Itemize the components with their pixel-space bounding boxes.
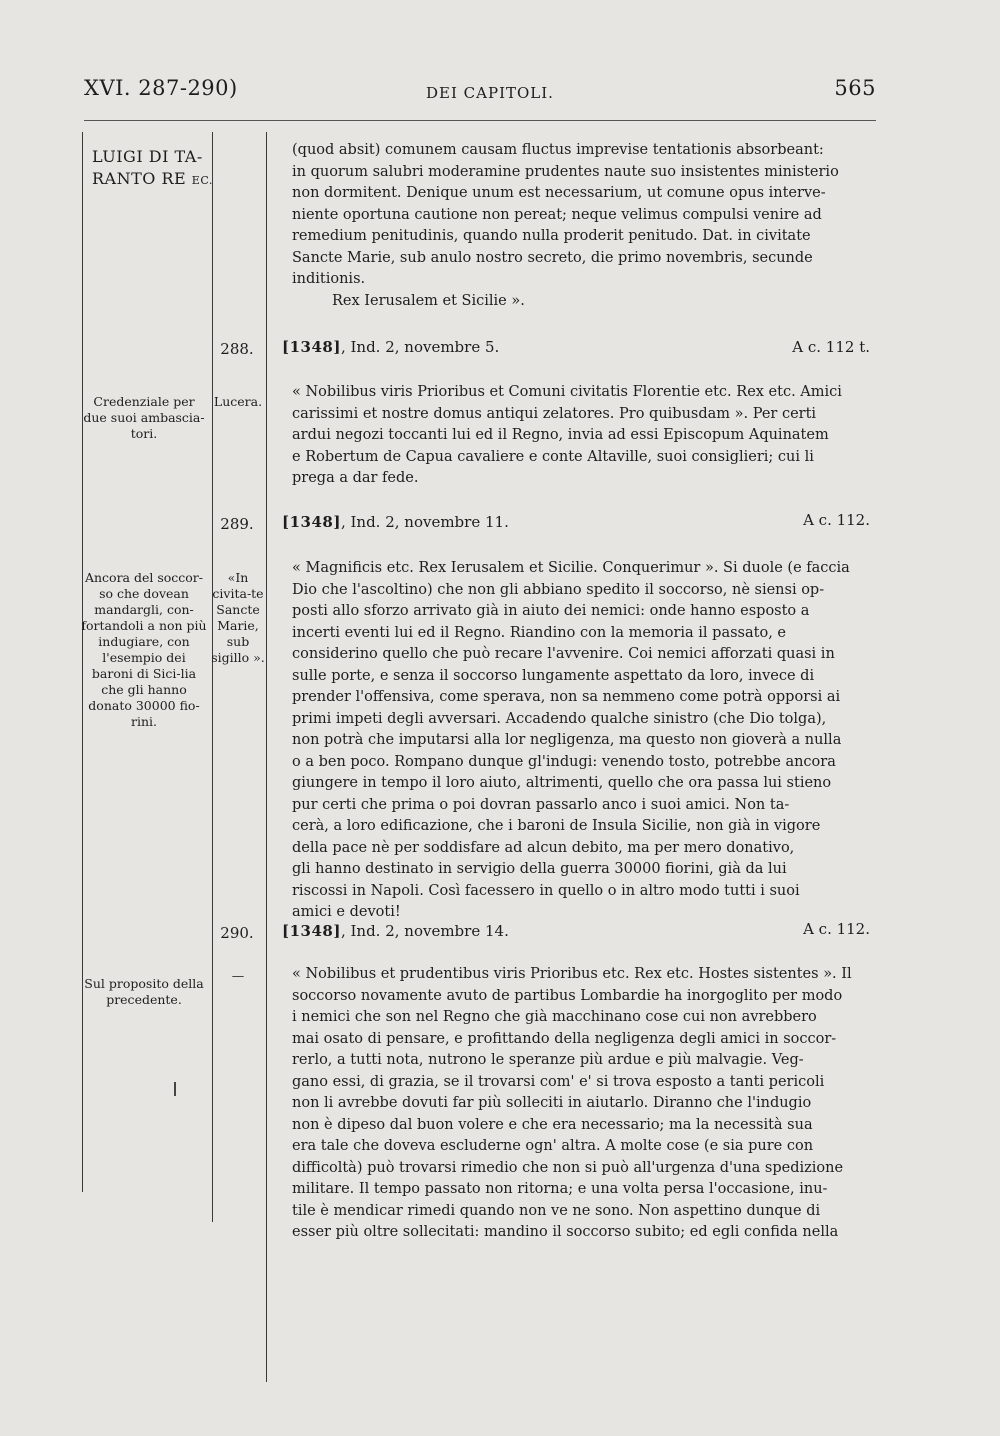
entry-place: — (231, 968, 245, 983)
column-rule-right (266, 132, 267, 1382)
entry-place: Lucera. (213, 394, 263, 409)
margin-head-line2: RANTO RE EC. (92, 169, 213, 188)
column-rule-middle (212, 132, 213, 1222)
entry-number: 289. (220, 515, 254, 533)
entry-number: 288. (220, 340, 254, 358)
entry-summary: Sul proposito della precedente. (84, 976, 204, 1007)
header-rule (84, 120, 876, 121)
running-head-section: XVI. 287-290) (84, 76, 238, 100)
entry-text: « Magnificis etc. Rex Ierusalem et Sicilie. Conquerimur ». Si duole (e faccia Dio che l'ascoltino) che non gli abbiano spedito il soccorso, nè siensi op- posti allo sforzo arrivato già in aiuto dei nemici: onde hanno esposto a incerti eventi lui ed il Regno. Riandino con la memoria il passato, e considerino quello che può recare l'avvenire. Coi nemici afforzati quasi in sulle porte, e senza il soccorso lungamente aspettato da loro, invece di prender l'offensiva, come sperava, non sa nemmeno come potrà opporsi ai primi impeti degli avversari. Accadendo qualche sinistro (che Dio tolga), non potrà che imputarsi alla lor negligenza, ma questo non gioverà a nulla o a ben poco. Rompano dunque gl'indugi: venendo tosto, potrebbe ancora giungere in tempo il loro aiuto, altrimenti, quello che ora passa lui stieno pur certi che prima o poi dovran passarlo anco i suoi amici. Non ta- cerà, a loro edificazione, che i baroni de Insula Sicilie, non già in vigore della pace nè per soddisfare ad alcun debito, ma per mero donativo, gli hanno destinato in servigio della guerra 30000 fiorini, già da lui riscossi in Napoli. Così facessero in quello o in altro modo tutti i suoi amici e devoti! (292, 560, 850, 920)
margin-running-head (92, 146, 213, 192)
entry-reference: A c. 112. (803, 920, 870, 938)
closing-formula: Rex Ierusalem et Sicilie ». (332, 292, 525, 309)
entry-dateline: [1348], Ind. 2, novembre 14. (282, 922, 509, 940)
running-head-title: DEI CAPITOLI. (426, 84, 554, 102)
continuation-text: (quod absit) comunem causam fluctus imprevise tentationis absorbeant: in quorum salubri moderamine prudentes naute suo insistentes ministerio non dormitent. Denique unum est necessarium, ut comune opus interve- niente oportuna cautione non pereat; neque velimus compulsi venire ad remedium penitudinis, quando nulla proderit penitudo. Dat. in civitate Sancte Marie, sub anulo nostro secreto, die primo novembris, secunde inditionis. Rex Ierusalem et Sicilie ». (292, 140, 858, 312)
entry-number: 290. (220, 924, 254, 942)
entry-place: «In civita-te Sancte Marie, sub sigillo ». (211, 570, 265, 665)
entry-text: « Nobilibus viris Prioribus et Comuni civitatis Florentie etc. Rex etc. Amici carissimi et nostre domus antiqui zelatores. Pro quibusdam ». Per certi ardui negozi toccanti lui ed il Regno, invia ad essi Episcopum Aquinatem e Robertum de Capua cavaliere e conte Altaville, suoi consiglieri; cui li prega a dar fede. (292, 384, 842, 486)
page-number: 565 (834, 76, 876, 100)
entry-dateline: [1348], Ind. 2, novembre 5. (282, 338, 500, 356)
entry-text: « Nobilibus et prudentibus viris Prioribus etc. Rex etc. Hostes sistentes ». Il soccorso novamente avuto de partibus Lombardie ha inorgoglito per modo i nemici che son nel Regno che già macchinano cose cui non avrebbero mai osato di pensare, e profittando della negligenza degli amici in soccor- rerlo, a tutti nota, nutrono le speranze più ardue e più malvagie. Veg- gano essi, di grazia, se il trovarsi com' e' si trova esposto a tanti pericoli non li avrebbe dovuti far più solleciti in aiutarlo. Diranno che l'indugio non è dipeso dal buon volere e che era necessario; ma la necessità sua era tale che doveva escluderne ogn' altra. A molte cose (e sia pure con difficoltà) può trovarsi rimedio che non si può all'urgenza d'una spedizione militare. Il tempo passato non ritorna; e una volta persa l'occasione, inu- tile è mendicar rimedi quando non ve ne sono. Non aspettino dunque di esser più oltre sollecitati: mandino il soccorso subito; ed egli confida nella (292, 966, 852, 1240)
ink-mark (174, 1082, 176, 1096)
entry-reference: A c. 112. (803, 511, 870, 529)
entry-reference: A c. 112 t. (792, 338, 870, 356)
entry-summary: Ancora del soccor-so che dovean mandargli, con-fortandoli a non più indugiare, con l'esempio dei baroni di Sici-lia che gli hanno donato 30000 fio-rini. (81, 570, 207, 729)
margin-head-line1: LUIGI DI TA- (92, 147, 203, 166)
entry-dateline: [1348], Ind. 2, novembre 11. (282, 513, 509, 531)
entry-summary: Credenziale per due suoi ambascia-tori. (83, 394, 205, 441)
